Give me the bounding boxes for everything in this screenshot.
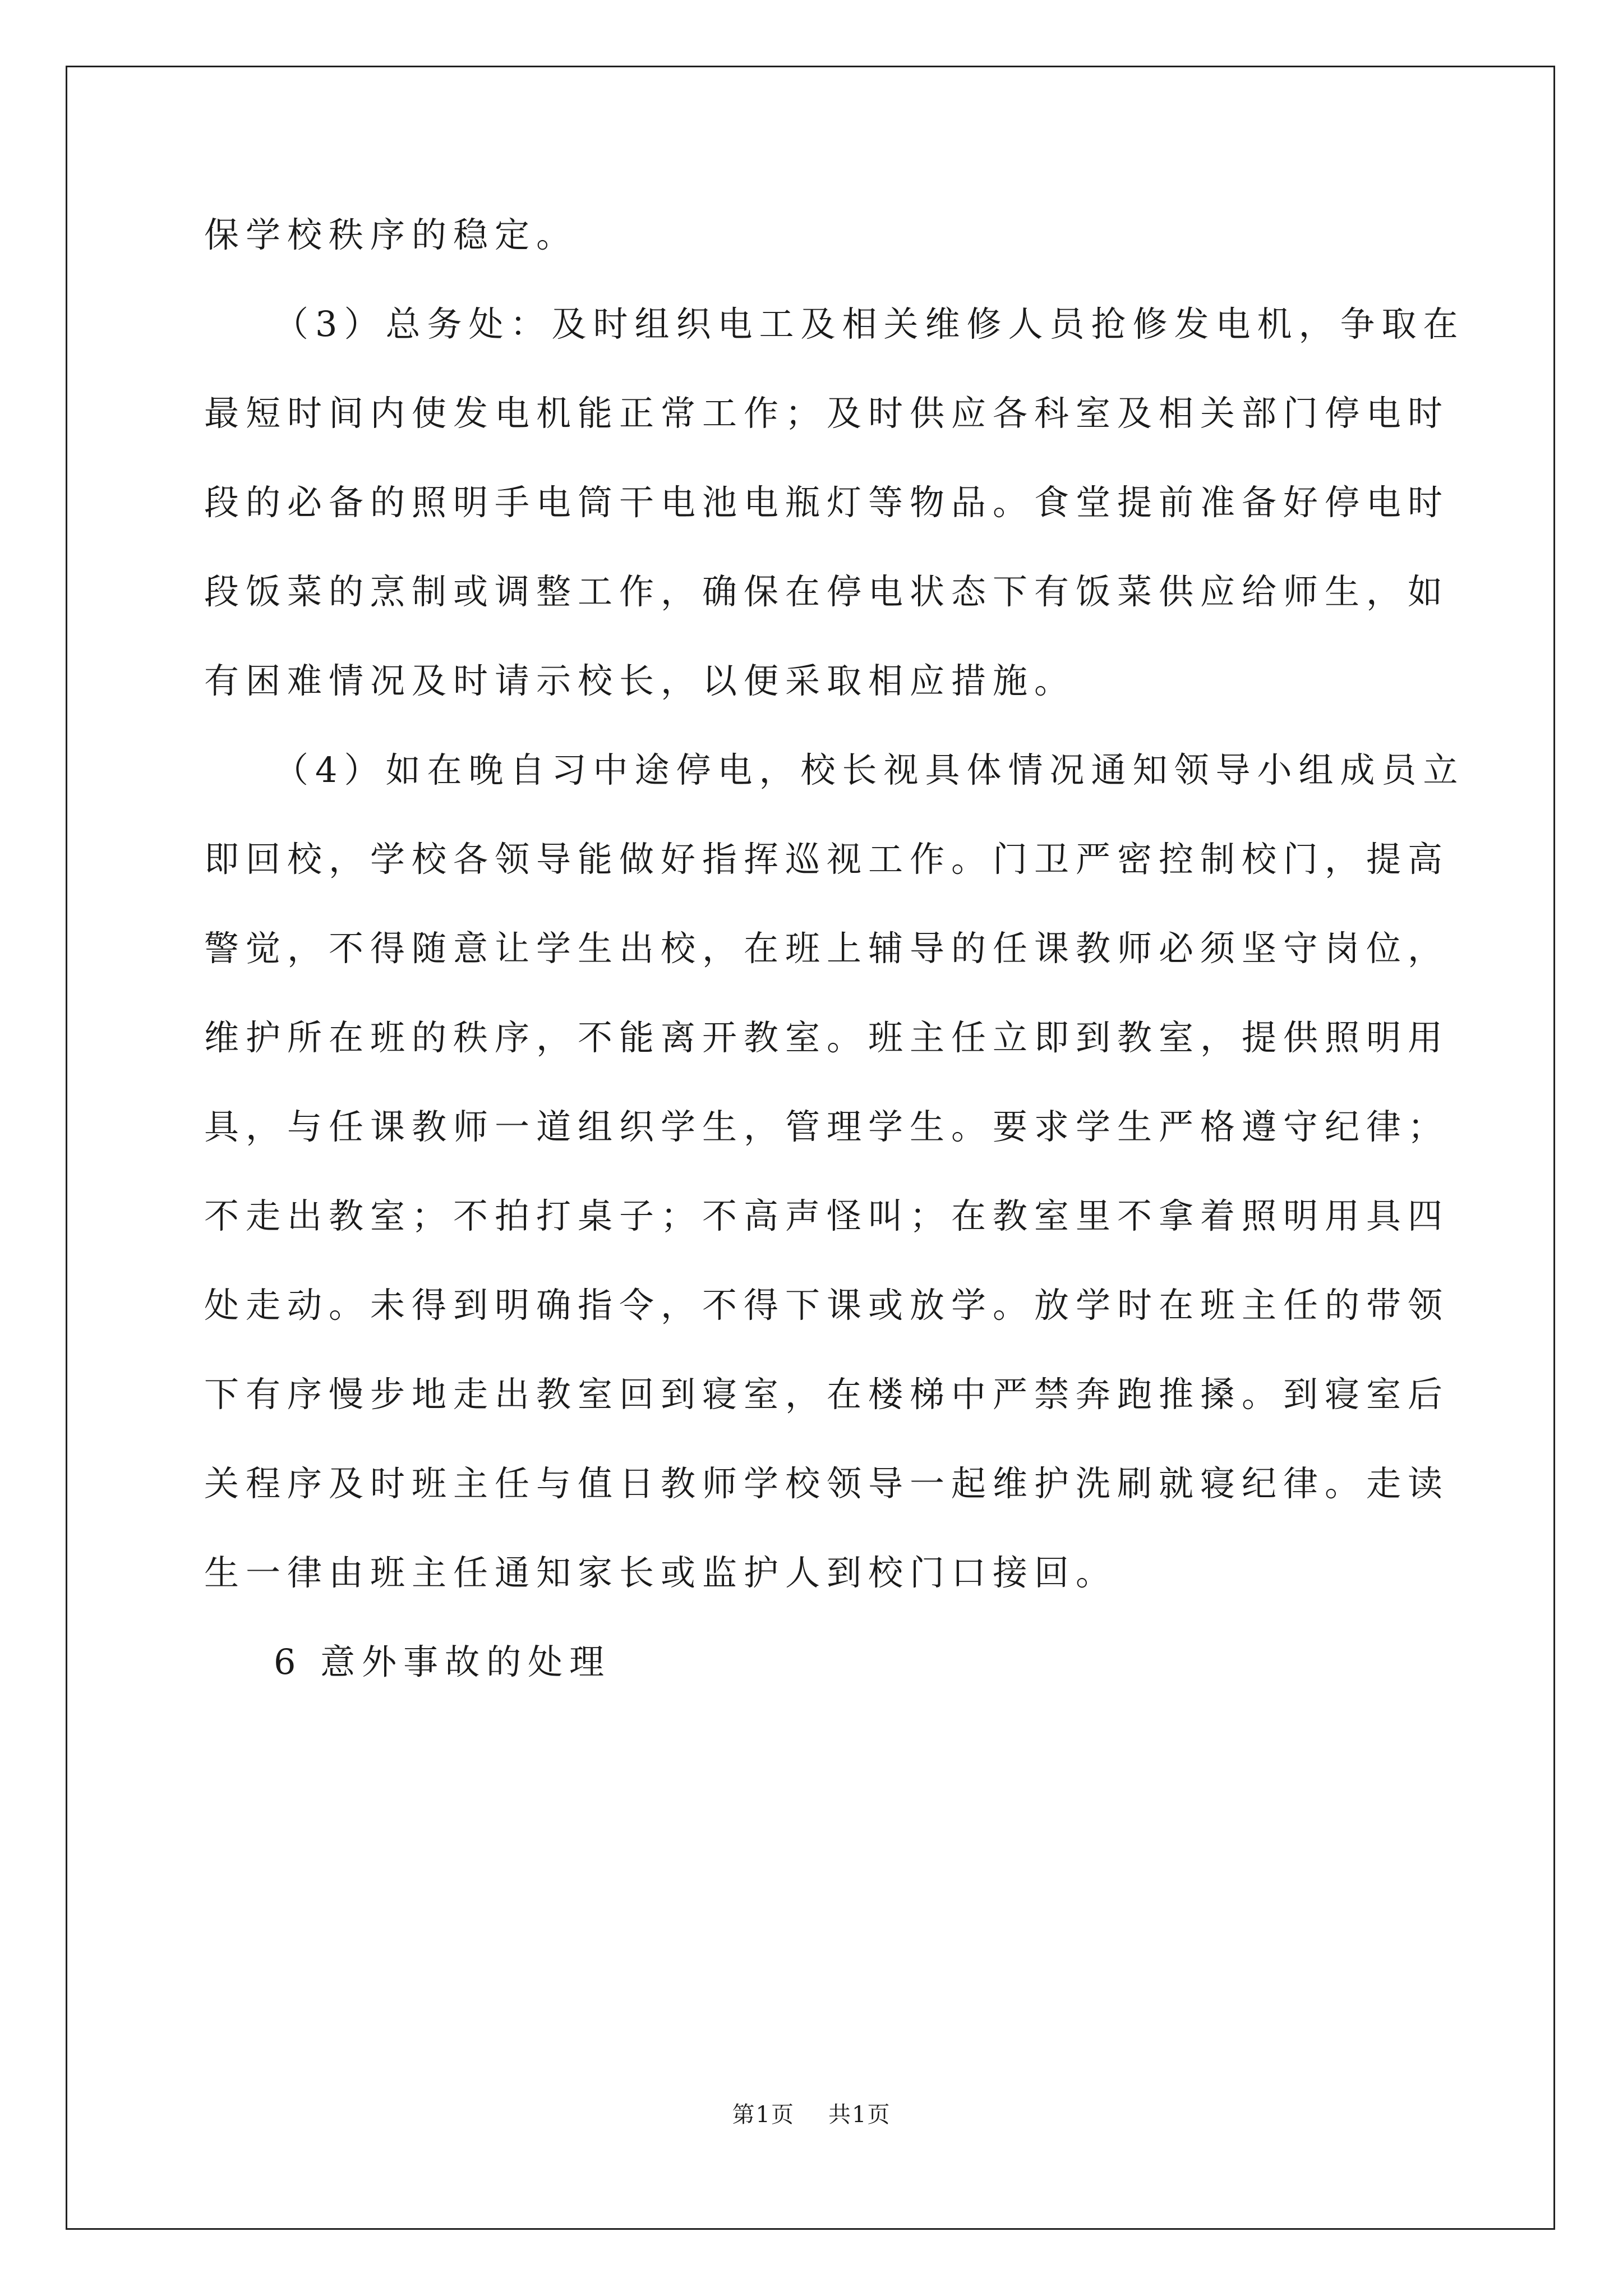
document-body [204,210,1465,1727]
page-footer [0,2098,1623,2132]
text-line: 处走动。未得到明确指令，不得下课或放学。放学时在班主任的带领 [204,1285,1450,1326]
text-line: 有困难情况及时请示校长，以便采取相应措施。 [204,660,1076,701]
section-heading: 6 意外事故的处理 [274,1641,611,1682]
text-line: 最短时间内使发电机能正常工作；及时供应各科室及相关部门停电时 [204,393,1450,434]
text-line: 段饭菜的烹制或调整工作，确保在停电状态下有饭菜供应给师生，如 [204,571,1450,612]
text-line: 即回校，学校各领导能做好指挥巡视工作。门卫严密控制校门，提高 [204,839,1450,880]
page-total: 共1页 [828,2102,891,2128]
text-line: （3）总务处：及时组织电工及相关维修人员抢修发电机，争取在 [274,303,1465,344]
text-line: 下有序慢步地走出教室回到寝室，在楼梯中严禁奔跑推搡。到寝室后 [204,1374,1450,1415]
text-line: 关程序及时班主任与值日教师学校领导一起维护洗刷就寝纪律。走读 [204,1463,1450,1504]
text-line: 具，与任课教师一道组织学生，管理学生。要求学生严格遵守纪律； [204,1106,1450,1147]
text-line: 段的必备的照明手电筒干电池电瓶灯等物品。食堂提前准备好停电时 [204,482,1450,523]
text-line: （4）如在晚自习中途停电，校长视具体情况通知领导小组成员立 [274,749,1465,790]
text-line: 生一律由班主任通知家长或监护人到校门口接回。 [204,1552,1118,1593]
text-line: 不走出教室；不拍打桌子；不高声怪叫；在教室里不拿着照明用具四 [204,1195,1450,1236]
text-line: 维护所在班的秩序，不能离开教室。班主任立即到教室，提供照明用 [204,1017,1450,1058]
text-line: 警觉，不得随意让学生出校，在班上辅导的任课教师必须坚守岗位， [204,928,1450,969]
text-line: 保学校秩序的稳定。 [204,214,578,255]
page-number: 第1页 [732,2102,795,2128]
